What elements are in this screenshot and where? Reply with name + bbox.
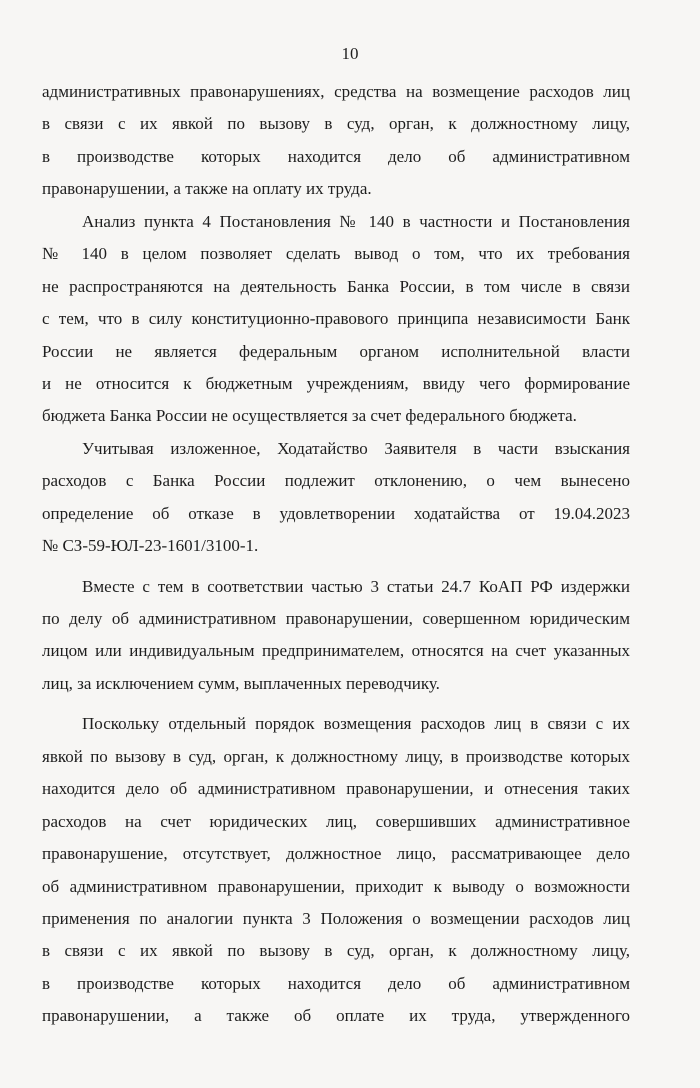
text-line: не распространяются на деятельность Банка России, в том числе в связи (42, 276, 630, 296)
text-line: расходов с Банка России подлежит отклонению, о чем вынесено (42, 471, 630, 491)
text-line: Учитывая изложенное, Ходатайство Заявителя в части взыскания (82, 438, 630, 458)
text-line: по делу об административном правонарушении, совершенном юридическим (42, 609, 630, 628)
text-line: Поскольку отдельный порядок возмещения расходов лиц в связи с их (82, 714, 630, 734)
paragraph-spacer (42, 563, 630, 571)
text-line: № 140 в целом позволяет сделать вывод о том, что их требования (42, 244, 630, 264)
text-line: и не относится к бюджетным учреждениям, ввиду чего формирование (42, 373, 630, 393)
text-line: в связи с их явкой по вызову в суд, орган, к должностному лицу, (42, 114, 630, 134)
text-line: Вместе с тем в соответствии частью 3 статьи 24.7 КоАП РФ издержки (82, 576, 630, 596)
text-line: в производстве которых находится дело об административном (42, 973, 630, 993)
text-line: в производстве которых находится дело об административном (42, 146, 630, 166)
paragraph-spacer (42, 700, 630, 708)
text-line: расходов на счет юридических лиц, совершивших административное (42, 811, 630, 831)
text-line: административных правонарушениях, средства на возмещение расходов лиц (42, 82, 630, 101)
text-line: правонарушении, а также об оплате их труда, утвержденного (42, 1006, 630, 1026)
text-line: правонарушении, а также на оплату их труда. (42, 179, 372, 199)
text-line: явкой по вызову в суд, орган, к должностному лицу, в производстве которых (42, 746, 630, 766)
text-line: применения по аналогии пункта 3 Положения о возмещении расходов лиц (42, 908, 630, 928)
text-line: № СЗ-59-ЮЛ-23-1601/3100-1. (42, 536, 259, 556)
paragraph-1 (42, 76, 630, 206)
text-line: бюджета Банка России не осуществляется за счет федерального бюджета. (42, 406, 577, 426)
text-line: в связи с их явкой по вызову в суд, орган, к должностному лицу, (42, 941, 630, 961)
text-line: Анализ пункта 4 Постановления № 140 в частности и Постановления (82, 211, 630, 231)
text-line: находится дело об административном правонарушении, и отнесения таких (42, 779, 630, 799)
page-number: 10 (341, 44, 359, 63)
text-line: с тем, что в силу конституционно-правового принципа независимости Банк (42, 309, 630, 329)
text-line: России не является федеральным органом исполнительной власти (42, 341, 630, 361)
document-body (42, 76, 630, 1033)
paragraph-3 (42, 433, 630, 563)
text-line: лицом или индивидуальным предпринимателем, относятся на счет указанных (42, 641, 630, 661)
paragraph-4 (42, 571, 630, 701)
text-line: лиц, за исключением сумм, выплаченных переводчику. (42, 673, 440, 693)
paragraph-2 (42, 206, 630, 433)
paragraph-5 (42, 708, 630, 1032)
text-line: правонарушение, отсутствует, должностное лицо, рассматривающее дело (42, 844, 630, 864)
text-line: определение об отказе в удовлетворении ходатайства от 19.04.2023 (42, 503, 630, 523)
text-line: об административном правонарушении, приходит к выводу о возможности (42, 876, 630, 896)
